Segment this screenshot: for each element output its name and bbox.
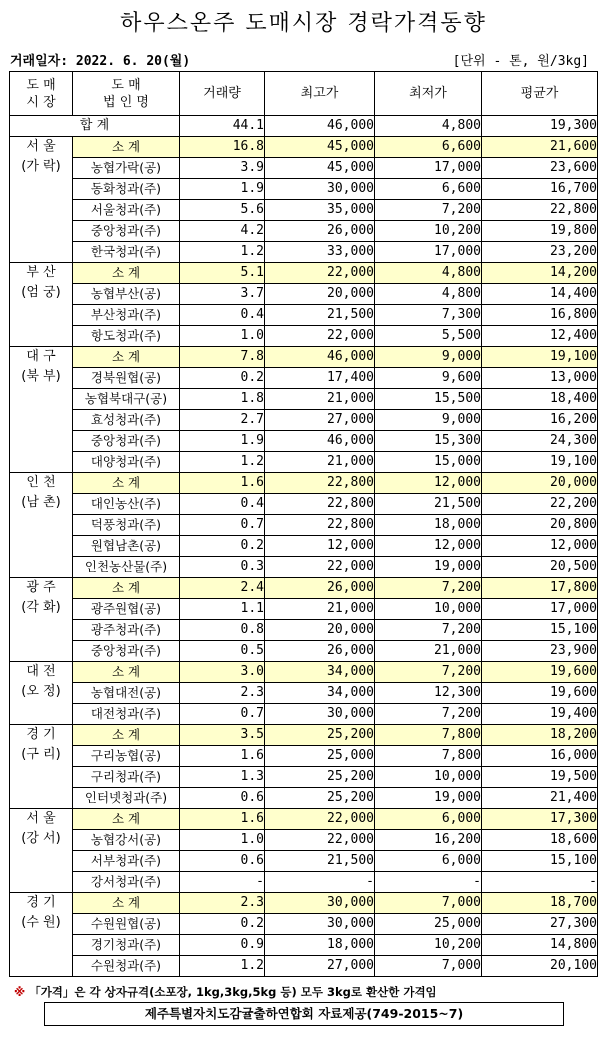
- table-row: [10, 326, 598, 347]
- total-label: 합 계: [10, 116, 180, 137]
- subtotal-row: [10, 137, 598, 158]
- max-cell: 22,000: [265, 830, 375, 851]
- market-name-line2: (구 리): [21, 747, 61, 762]
- corp-name: 원협남촌(공): [73, 536, 180, 557]
- avg-cell: 16,700: [482, 179, 598, 200]
- volume-cell: 1.2: [180, 956, 265, 977]
- min-cell: 9,000: [375, 347, 482, 368]
- header-row: [10, 72, 598, 116]
- avg-cell: 22,800: [482, 200, 598, 221]
- table-row: [10, 452, 598, 473]
- source-credit: 제주특별자치도감귤출하연합회 자료제공(749-2015~7): [44, 1002, 564, 1026]
- corp-name: 농협대전(공): [73, 683, 180, 704]
- table-row: [10, 599, 598, 620]
- max-cell: 17,400: [265, 368, 375, 389]
- min-cell: 6,600: [375, 179, 482, 200]
- corp-name: 수원원협(공): [73, 914, 180, 935]
- market-name: [10, 473, 73, 578]
- avg-cell: 20,100: [482, 956, 598, 977]
- volume-cell: 0.6: [180, 788, 265, 809]
- min-cell: 17,000: [375, 242, 482, 263]
- min-cell: 15,500: [375, 389, 482, 410]
- table-row: [10, 956, 598, 977]
- volume-cell: 5.1: [180, 263, 265, 284]
- min-cell: 4,800: [375, 263, 482, 284]
- corp-name: 소 계: [73, 578, 180, 599]
- corp-name: 중앙청과(주): [73, 641, 180, 662]
- market-name-line2: (각 화): [21, 600, 61, 615]
- corp-name: 광주청과(주): [73, 620, 180, 641]
- volume-cell: 1.6: [180, 809, 265, 830]
- table-row: [10, 431, 598, 452]
- max-cell: 21,000: [265, 452, 375, 473]
- min-cell: 7,300: [375, 305, 482, 326]
- max-cell: 45,000: [265, 158, 375, 179]
- max-cell: 35,000: [265, 200, 375, 221]
- table-row: [10, 872, 598, 893]
- total-volume: 44.1: [180, 116, 265, 137]
- max-cell: 22,000: [265, 263, 375, 284]
- table-row: [10, 389, 598, 410]
- table-row: [10, 515, 598, 536]
- avg-cell: 17,300: [482, 809, 598, 830]
- min-cell: 6,600: [375, 137, 482, 158]
- avg-cell: 19,400: [482, 704, 598, 725]
- max-cell: 30,000: [265, 914, 375, 935]
- avg-cell: 17,800: [482, 578, 598, 599]
- market-name-line2: (남 촌): [21, 495, 61, 510]
- avg-cell: 15,100: [482, 851, 598, 872]
- market-name-line1: 대 구: [26, 349, 56, 364]
- max-cell: 25,200: [265, 725, 375, 746]
- page-title: 하우스온주 도매시장 경락가격동향: [120, 11, 487, 36]
- min-cell: -: [375, 872, 482, 893]
- table-row: [10, 641, 598, 662]
- corp-name: 대인농산(주): [73, 494, 180, 515]
- volume-cell: 4.2: [180, 221, 265, 242]
- volume-cell: 0.4: [180, 494, 265, 515]
- min-cell: 7,800: [375, 746, 482, 767]
- max-cell: 21,500: [265, 851, 375, 872]
- avg-cell: 20,000: [482, 473, 598, 494]
- header-market: [10, 72, 73, 116]
- note-text: 「가격」은 각 상자규격(소포장, 1kg,3kg,5kg 등) 모두 3kg로 환산한 가격임: [29, 985, 437, 999]
- corp-name: 서부청과(주): [73, 851, 180, 872]
- volume-cell: 1.0: [180, 830, 265, 851]
- market-name-line1: 서 울: [26, 139, 56, 154]
- max-cell: 21,000: [265, 389, 375, 410]
- table-row: [10, 914, 598, 935]
- table-row: [10, 536, 598, 557]
- avg-cell: 22,200: [482, 494, 598, 515]
- header-volume: 거래량: [180, 72, 265, 116]
- max-cell: -: [265, 872, 375, 893]
- corp-name: 대양청과(주): [73, 452, 180, 473]
- market-name: [10, 137, 73, 263]
- corp-name: 중앙청과(주): [73, 431, 180, 452]
- corp-name: 광주원협(공): [73, 599, 180, 620]
- table-row: [10, 200, 598, 221]
- avg-cell: 12,400: [482, 326, 598, 347]
- min-cell: 7,200: [375, 200, 482, 221]
- subtotal-row: [10, 473, 598, 494]
- min-cell: 21,000: [375, 641, 482, 662]
- volume-cell: 0.2: [180, 368, 265, 389]
- corp-name: 인터넷청과(주): [73, 788, 180, 809]
- subtotal-row: [10, 893, 598, 914]
- corp-name: 농협북대구(공): [73, 389, 180, 410]
- volume-cell: 16.8: [180, 137, 265, 158]
- max-cell: 27,000: [265, 410, 375, 431]
- min-cell: 19,000: [375, 557, 482, 578]
- avg-cell: 16,200: [482, 410, 598, 431]
- volume-cell: 1.3: [180, 767, 265, 788]
- header-avg: 평균가: [482, 72, 598, 116]
- table-row: [10, 830, 598, 851]
- header-market-line1: 도 매: [26, 77, 56, 93]
- corp-name: 수원청과(주): [73, 956, 180, 977]
- max-cell: 26,000: [265, 641, 375, 662]
- corp-name: 대전청과(주): [73, 704, 180, 725]
- market-name-line1: 부 산: [26, 265, 56, 280]
- table-row: [10, 410, 598, 431]
- max-cell: 22,000: [265, 809, 375, 830]
- volume-cell: 1.0: [180, 326, 265, 347]
- min-cell: 12,000: [375, 473, 482, 494]
- corp-name: 효성청과(주): [73, 410, 180, 431]
- corp-name: 소 계: [73, 263, 180, 284]
- volume-cell: -: [180, 872, 265, 893]
- volume-cell: 2.3: [180, 683, 265, 704]
- volume-cell: 3.5: [180, 725, 265, 746]
- min-cell: 10,000: [375, 767, 482, 788]
- corp-name: 소 계: [73, 347, 180, 368]
- max-cell: 26,000: [265, 221, 375, 242]
- max-cell: 12,000: [265, 536, 375, 557]
- market-name: [10, 893, 73, 977]
- market-name-line1: 대 전: [26, 664, 56, 679]
- header-market-line2: 시 장: [26, 94, 56, 110]
- max-cell: 25,000: [265, 746, 375, 767]
- table-row: [10, 746, 598, 767]
- table-row: [10, 851, 598, 872]
- avg-cell: 20,500: [482, 557, 598, 578]
- market-name: [10, 809, 73, 893]
- max-cell: 22,000: [265, 557, 375, 578]
- corp-name: 중앙청과(주): [73, 221, 180, 242]
- volume-cell: 0.2: [180, 536, 265, 557]
- corp-name: 한국청과(주): [73, 242, 180, 263]
- corp-name: 소 계: [73, 662, 180, 683]
- volume-cell: 1.6: [180, 746, 265, 767]
- volume-cell: 1.2: [180, 452, 265, 473]
- volume-cell: 3.7: [180, 284, 265, 305]
- avg-cell: 23,900: [482, 641, 598, 662]
- min-cell: 7,000: [375, 893, 482, 914]
- avg-cell: 18,600: [482, 830, 598, 851]
- min-cell: 12,000: [375, 536, 482, 557]
- min-cell: 9,000: [375, 410, 482, 431]
- volume-cell: 1.8: [180, 389, 265, 410]
- header-min: 최저가: [375, 72, 482, 116]
- market-name-line1: 광 주: [26, 580, 56, 595]
- total-min: 4,800: [375, 116, 482, 137]
- avg-cell: 27,300: [482, 914, 598, 935]
- min-cell: 21,500: [375, 494, 482, 515]
- min-cell: 5,500: [375, 326, 482, 347]
- total-avg: 19,300: [482, 116, 598, 137]
- max-cell: 25,200: [265, 767, 375, 788]
- corp-name: 경기청과(주): [73, 935, 180, 956]
- min-cell: 15,000: [375, 452, 482, 473]
- market-name-line2: (북 부): [21, 369, 61, 384]
- header-corp-line1: 도 매: [111, 77, 141, 93]
- corp-name: 서울청과(주): [73, 200, 180, 221]
- avg-cell: 24,300: [482, 431, 598, 452]
- min-cell: 6,000: [375, 851, 482, 872]
- avg-cell: 23,600: [482, 158, 598, 179]
- trade-date: 거래일자: 2022. 6. 20(월): [10, 54, 191, 69]
- market-name: [10, 662, 73, 725]
- max-cell: 46,000: [265, 431, 375, 452]
- table-row: [10, 683, 598, 704]
- subtotal-row: [10, 662, 598, 683]
- max-cell: 18,000: [265, 935, 375, 956]
- min-cell: 10,000: [375, 599, 482, 620]
- table-row: [10, 305, 598, 326]
- max-cell: 30,000: [265, 893, 375, 914]
- subtotal-row: [10, 725, 598, 746]
- table-row: [10, 620, 598, 641]
- volume-cell: 1.6: [180, 473, 265, 494]
- min-cell: 7,800: [375, 725, 482, 746]
- min-cell: 19,000: [375, 788, 482, 809]
- volume-cell: 1.9: [180, 431, 265, 452]
- max-cell: 27,000: [265, 956, 375, 977]
- volume-cell: 1.1: [180, 599, 265, 620]
- corp-name: 소 계: [73, 473, 180, 494]
- volume-cell: 1.2: [180, 242, 265, 263]
- max-cell: 26,000: [265, 578, 375, 599]
- min-cell: 4,800: [375, 284, 482, 305]
- volume-cell: 0.4: [180, 305, 265, 326]
- max-cell: 22,800: [265, 473, 375, 494]
- header-max: 최고가: [265, 72, 375, 116]
- avg-cell: 19,600: [482, 683, 598, 704]
- avg-cell: 23,200: [482, 242, 598, 263]
- market-name: [10, 347, 73, 473]
- volume-cell: 3.9: [180, 158, 265, 179]
- corp-name: 항도청과(주): [73, 326, 180, 347]
- market-name-line1: 인 천: [26, 475, 56, 490]
- volume-cell: 0.9: [180, 935, 265, 956]
- market-name-line2: (엄 궁): [21, 285, 61, 300]
- table-row: [10, 158, 598, 179]
- min-cell: 17,000: [375, 158, 482, 179]
- max-cell: 33,000: [265, 242, 375, 263]
- avg-cell: 18,400: [482, 389, 598, 410]
- market-name-line2: (오 정): [21, 684, 61, 699]
- max-cell: 20,000: [265, 284, 375, 305]
- subtotal-row: [10, 578, 598, 599]
- table-row: [10, 704, 598, 725]
- unit-label: [단위 - 톤, 원/3kg]: [452, 54, 589, 69]
- total-max: 46,000: [265, 116, 375, 137]
- table-row: [10, 557, 598, 578]
- volume-cell: 1.9: [180, 179, 265, 200]
- avg-cell: 20,800: [482, 515, 598, 536]
- market-name-line1: 경 기: [26, 727, 56, 742]
- table-row: [10, 494, 598, 515]
- max-cell: 22,000: [265, 326, 375, 347]
- market-name-line1: 서 울: [26, 811, 56, 826]
- max-cell: 46,000: [265, 347, 375, 368]
- table-row: [10, 284, 598, 305]
- volume-cell: 0.7: [180, 515, 265, 536]
- avg-cell: 16,000: [482, 746, 598, 767]
- corp-name: 소 계: [73, 725, 180, 746]
- min-cell: 6,000: [375, 809, 482, 830]
- avg-cell: 15,100: [482, 620, 598, 641]
- volume-cell: 0.7: [180, 704, 265, 725]
- avg-cell: 14,400: [482, 284, 598, 305]
- min-cell: 7,200: [375, 662, 482, 683]
- volume-cell: 0.6: [180, 851, 265, 872]
- market-name: [10, 725, 73, 809]
- max-cell: 30,000: [265, 179, 375, 200]
- min-cell: 16,200: [375, 830, 482, 851]
- table-row: [10, 368, 598, 389]
- corp-name: 소 계: [73, 137, 180, 158]
- avg-cell: 18,200: [482, 725, 598, 746]
- min-cell: 10,200: [375, 935, 482, 956]
- volume-cell: 7.8: [180, 347, 265, 368]
- price-table: [9, 71, 598, 977]
- market-name: [10, 578, 73, 662]
- avg-cell: 19,100: [482, 452, 598, 473]
- max-cell: 45,000: [265, 137, 375, 158]
- avg-cell: 13,000: [482, 368, 598, 389]
- max-cell: 22,800: [265, 494, 375, 515]
- table-row: [10, 221, 598, 242]
- max-cell: 34,000: [265, 683, 375, 704]
- max-cell: 20,000: [265, 620, 375, 641]
- avg-cell: 19,800: [482, 221, 598, 242]
- min-cell: 7,000: [375, 956, 482, 977]
- volume-cell: 2.7: [180, 410, 265, 431]
- subtotal-row: [10, 809, 598, 830]
- corp-name: 소 계: [73, 893, 180, 914]
- corp-name: 농협부산(공): [73, 284, 180, 305]
- corp-name: 덕풍청과(주): [73, 515, 180, 536]
- volume-cell: 0.3: [180, 557, 265, 578]
- corp-name: 강서청과(주): [73, 872, 180, 893]
- corp-name: 경북원협(공): [73, 368, 180, 389]
- avg-cell: -: [482, 872, 598, 893]
- min-cell: 15,300: [375, 431, 482, 452]
- market-name-line2: (수 원): [21, 915, 61, 930]
- market-name-line2: (가 락): [21, 159, 61, 174]
- avg-cell: 16,800: [482, 305, 598, 326]
- avg-cell: 18,700: [482, 893, 598, 914]
- note-mark: ※: [14, 985, 26, 999]
- avg-cell: 14,200: [482, 263, 598, 284]
- min-cell: 7,200: [375, 620, 482, 641]
- avg-cell: 19,500: [482, 767, 598, 788]
- table-row: [10, 242, 598, 263]
- corp-name: 인천농산물(주): [73, 557, 180, 578]
- avg-cell: 17,000: [482, 599, 598, 620]
- volume-cell: 2.3: [180, 893, 265, 914]
- total-row: [10, 116, 598, 137]
- avg-cell: 21,600: [482, 137, 598, 158]
- min-cell: 25,000: [375, 914, 482, 935]
- market-name-line1: 경 기: [26, 895, 56, 910]
- volume-cell: 0.8: [180, 620, 265, 641]
- corp-name: 구리농협(공): [73, 746, 180, 767]
- max-cell: 21,500: [265, 305, 375, 326]
- max-cell: 21,000: [265, 599, 375, 620]
- volume-cell: 0.5: [180, 641, 265, 662]
- min-cell: 7,200: [375, 578, 482, 599]
- min-cell: 12,300: [375, 683, 482, 704]
- min-cell: 9,600: [375, 368, 482, 389]
- avg-cell: 19,600: [482, 662, 598, 683]
- price-note: [14, 984, 437, 1000]
- table-row: [10, 179, 598, 200]
- corp-name: 부산청과(주): [73, 305, 180, 326]
- volume-cell: 0.2: [180, 914, 265, 935]
- table-row: [10, 767, 598, 788]
- subtotal-row: [10, 347, 598, 368]
- corp-name: 소 계: [73, 809, 180, 830]
- table-row: [10, 935, 598, 956]
- avg-cell: 19,100: [482, 347, 598, 368]
- corp-name: 구리청과(주): [73, 767, 180, 788]
- header-corp-line2: 법 인 명: [103, 94, 149, 110]
- avg-cell: 21,400: [482, 788, 598, 809]
- corp-name: 동화청과(주): [73, 179, 180, 200]
- max-cell: 34,000: [265, 662, 375, 683]
- volume-cell: 5.6: [180, 200, 265, 221]
- avg-cell: 14,800: [482, 935, 598, 956]
- min-cell: 18,000: [375, 515, 482, 536]
- avg-cell: 12,000: [482, 536, 598, 557]
- volume-cell: 3.0: [180, 662, 265, 683]
- min-cell: 7,200: [375, 704, 482, 725]
- market-name: [10, 263, 73, 347]
- min-cell: 10,200: [375, 221, 482, 242]
- header-corp: [73, 72, 180, 116]
- volume-cell: 2.4: [180, 578, 265, 599]
- max-cell: 30,000: [265, 704, 375, 725]
- max-cell: 25,200: [265, 788, 375, 809]
- corp-name: 농협강서(공): [73, 830, 180, 851]
- max-cell: 22,800: [265, 515, 375, 536]
- subtotal-row: [10, 263, 598, 284]
- table-row: [10, 788, 598, 809]
- corp-name: 농협가락(공): [73, 158, 180, 179]
- market-name-line2: (강 서): [21, 831, 61, 846]
